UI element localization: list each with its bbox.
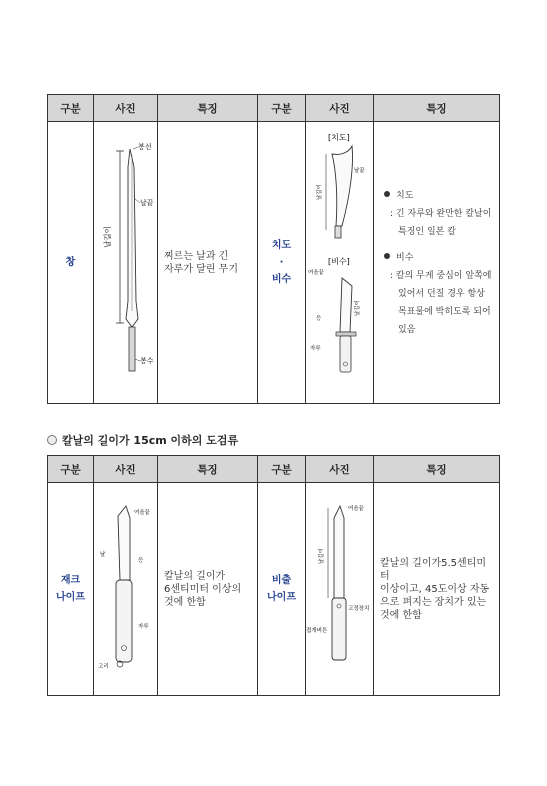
category-line: 나이프 [267, 592, 296, 603]
switch-label-lock: 고정장치 [348, 605, 370, 612]
bisu-label-handle: 자루 [310, 346, 321, 352]
switch-label-length: 날길이 [319, 547, 325, 564]
section-title-text: 칼날의 길이가 15cm 이하의 도검류 [62, 434, 239, 447]
item-line: 목표물에 박히도록 되어 [398, 306, 491, 317]
list-item-title [384, 187, 493, 205]
category-jack-knife [48, 483, 94, 696]
jack-knife-illustration [94, 498, 158, 678]
item-title: 비수 [396, 252, 414, 263]
feature-switch-text: 칼날의 길이가5.5센티미터 이상이고, 45도이상 자동 으로 펴지는 장치가 있는 것에 한함 [380, 557, 490, 621]
spear-label-length: 날길이 [103, 226, 112, 248]
chido-label-length: 날길이 [317, 184, 323, 200]
feature-jack-knife [158, 483, 258, 696]
category-line: 나이프 [56, 592, 85, 603]
spear-illustration [94, 141, 158, 381]
chido-label-edge: 날끝 [354, 168, 365, 174]
header-feature: 특징 [374, 95, 500, 122]
category-spear: 창 [48, 122, 94, 404]
circle-bullet-icon [47, 435, 57, 445]
weapons-table-top [47, 94, 500, 404]
header-category: 구분 [48, 456, 94, 483]
table-header-row [48, 95, 500, 122]
header-category: 구분 [48, 95, 94, 122]
switch-label-top: 여음끝 [348, 505, 364, 512]
header-category: 구분 [258, 456, 306, 483]
category-line: 재크 [60, 575, 81, 586]
jack-label-top: 여음끝 [134, 509, 150, 516]
weapons-table-bottom [47, 455, 500, 696]
chido-bisu-illustration-cell [306, 122, 374, 404]
switch-knife-illustration-cell [306, 483, 374, 696]
switch-label-button: 접개버튼 [306, 627, 328, 634]
header-photo: 사진 [94, 95, 158, 122]
spear-label-tip: 날끝 [140, 199, 154, 207]
jack-label-ring: 고리 [98, 663, 109, 670]
header-feature: 특징 [158, 95, 258, 122]
feature-spear [158, 122, 258, 404]
category-line: 치도 [271, 240, 292, 251]
jack-label-blade: 날 [100, 551, 106, 558]
spear-label-bottom: 봉수 [140, 357, 154, 365]
category-line: 비수 [271, 274, 292, 285]
item-line: 있어서 던질 경우 항상 [398, 288, 485, 299]
jack-knife-illustration-cell [94, 483, 158, 696]
header-photo: 사진 [306, 95, 374, 122]
bisu-label-top: 여음끝 [308, 270, 324, 276]
header-feature: 특징 [374, 456, 500, 483]
header-category: 구분 [258, 95, 306, 122]
bisu-label: [비수] [328, 257, 350, 266]
table-header-row [48, 456, 500, 483]
switch-knife-illustration [306, 498, 374, 678]
section-title [47, 432, 238, 448]
table-row [48, 122, 500, 404]
feature-chido-bisu [374, 122, 500, 404]
feature-list [380, 187, 493, 339]
item-line: : 긴 자루와 완만한 칼날이 [390, 208, 492, 219]
header-photo: 사진 [94, 456, 158, 483]
item-line: 있음 [398, 324, 416, 335]
table-row [48, 483, 500, 696]
bisu-label-spine: 등 [316, 316, 322, 322]
spear-illustration-cell [94, 122, 158, 404]
list-item-title [384, 249, 493, 267]
feature-switch-knife [374, 483, 500, 696]
category-chido-bisu [258, 122, 306, 404]
item-line: : 칼의 무게 중심이 앞쪽에 [390, 270, 492, 281]
category-line: · [279, 257, 284, 268]
chido-label: [치도] [328, 133, 350, 142]
feature-spear-text: 찌르는 날과 긴 자루가 달린 무기 [164, 250, 238, 275]
item-line: 특징인 일본 칼 [398, 226, 456, 237]
spear-label-top: 봉선 [138, 143, 152, 151]
header-photo: 사진 [306, 456, 374, 483]
jack-label-spine: 등 [138, 557, 144, 564]
jack-label-handle: 자루 [138, 623, 149, 630]
chido-bisu-illustration [306, 126, 374, 396]
bisu-label-length: 날길이 [355, 300, 361, 316]
category-line: 비출 [271, 575, 292, 586]
feature-jack-text: 칼날의 길이가 6센티미터 이상의 것에 한함 [164, 570, 242, 608]
header-feature: 특징 [158, 456, 258, 483]
item-title: 치도 [396, 190, 414, 201]
category-switch-knife [258, 483, 306, 696]
